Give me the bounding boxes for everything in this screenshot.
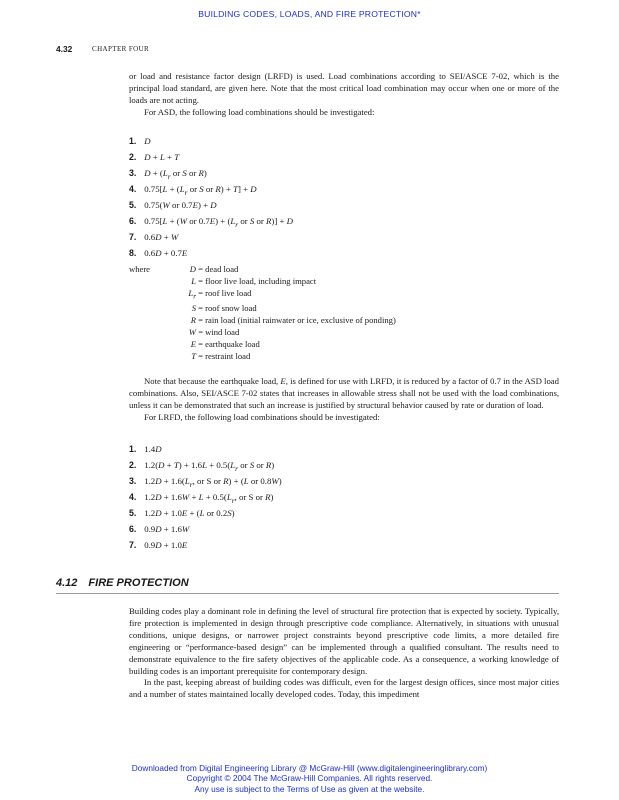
combination-formula: 0.9D + 1.0E xyxy=(142,540,188,550)
combination-formula: $1.2(D + T) + 1.6L + 0.5(L_r$ or S or R) xyxy=(142,460,275,473)
combination-number: 2. xyxy=(129,152,137,162)
fire-protection-paragraph-2: In the past, keeping abreast of building codes was difficult, even for the largest design offices, since most major cities and a number of states maintained locally developed codes. Today, this impediment xyxy=(129,677,559,700)
asd-combination-5 xyxy=(129,197,559,213)
combination-formula: 1.2D + 1.0E + (L or 0.2S) xyxy=(142,508,235,518)
definition-8 xyxy=(129,351,559,363)
combination-formula: D + L + T xyxy=(144,152,180,162)
definition-text: = rain load (initial rainwater or ice, exclusive of ponding) xyxy=(196,315,396,326)
definition-symbol: W xyxy=(188,327,196,338)
definition-text: = roof snow load xyxy=(196,303,257,314)
section-rule xyxy=(56,593,559,594)
lrfd-combination-6 xyxy=(129,521,559,537)
definition-text: = restraint load xyxy=(196,351,251,362)
earthquake-note-paragraph: Note that because the earthquake load, E, is defined for use with LRFD, it is reduced by a factor of 0.7 in the ASD load combinations. Also, SEI/ASCE 7-02 states that increases in allowable stress shall not be used with the load combinations, unless it can be demonstrated that such an increase is justified by structural behavior caused by rate or duration of load. xyxy=(129,376,559,410)
combination-number: 6. xyxy=(129,216,137,226)
definition-symbol: D xyxy=(189,264,196,274)
asd-combination-3 xyxy=(129,165,559,181)
combination-number: 1. xyxy=(129,136,137,146)
definition-text: = roof live load xyxy=(196,287,252,298)
combination-number: 5. xyxy=(129,508,137,518)
fire-protection-paragraph-1: Building codes play a dominant role in defining the level of structural fire protection that is expected by society. Typically, fire protection is implemented in design through prescriptive code compliance. Alternatively, in situations with unusual conditions, unique designs, or narrower project constraints beyond prescriptive code limits, a more detailed fire engineering or “performance-based design” can be implemented through a qualified consultant. The results need to demonstrate equivalence to the fire safety objectives of the applicable code. As a consequence, a working knowledge of building codes is an important prerequisite for contemporary design. xyxy=(129,606,559,676)
definition-symbol: L xyxy=(191,275,196,286)
chapter-label: CHAPTER FOUR xyxy=(92,45,150,53)
definition-1: where D = dead load xyxy=(129,264,239,274)
combination-formula: 0.6D + W xyxy=(142,232,179,242)
definition-text: = earthquake load xyxy=(196,339,260,350)
footer-copyright-line: Copyright © 2004 The McGraw-Hill Companies. All rights reserved. xyxy=(186,773,433,784)
combination-number: 2. xyxy=(129,460,137,470)
page-number: 4.32 xyxy=(56,44,73,54)
section-heading xyxy=(56,577,189,589)
lrfd-combination-3 xyxy=(129,473,559,489)
combination-number: 3. xyxy=(129,476,137,486)
asd-combination-1 xyxy=(129,133,559,149)
definition-text: = floor live load, including impact xyxy=(196,275,317,286)
intro-paragraph: or load and resistance factor design (LRFD) is used. Load combinations according to SEI/ASCE 7-02, which is the principal load standard, are given here. Note that the most critical load combination may occur when one or more of the loads are not acting. xyxy=(129,71,559,105)
definition-text: = dead load xyxy=(196,264,239,274)
combination-formula: 0.9D + 1.6W xyxy=(142,524,190,534)
fire-protection-text xyxy=(129,606,559,701)
asd-combination-8 xyxy=(129,245,559,261)
asd-combination-list xyxy=(129,133,559,261)
footer-terms-line[interactable]: Any use is subject to the Terms of Use as given at the website. xyxy=(194,783,425,794)
combination-number: 1. xyxy=(129,444,137,454)
combination-formula: 1.4D xyxy=(142,444,162,454)
combination-number: 4. xyxy=(129,184,137,194)
definition-4 xyxy=(129,303,559,315)
definition-text: = wind load xyxy=(196,327,240,338)
download-footer xyxy=(0,763,619,794)
combination-formula: 0.75(W or 0.7E) + D xyxy=(142,200,217,210)
running-title: BUILDING CODES, LOADS, AND FIRE PROTECTION* xyxy=(198,9,421,19)
footer-download-line[interactable]: Downloaded from Digital Engineering Library @ McGraw-Hill (www.digitalengineeringlibrary.com) xyxy=(131,763,488,773)
definition-symbol: T xyxy=(191,351,196,362)
asd-combination-6 xyxy=(129,213,559,229)
asd-combination-2 xyxy=(129,149,559,165)
combination-formula: $0.75[L + (L_r$ or S or R) + T] + D xyxy=(142,184,257,197)
lrfd-combination-2 xyxy=(129,457,559,473)
lrfd-combination-4 xyxy=(129,489,559,505)
lrfd-combination-5 xyxy=(129,505,559,521)
lrfd-intro-paragraph: For LRFD, the following load combinations should be investigated: xyxy=(144,411,380,422)
combination-formula: D xyxy=(144,136,151,146)
definition-symbol: E xyxy=(190,339,196,350)
combination-number: 6. xyxy=(129,524,137,534)
lrfd-combination-1 xyxy=(129,441,559,457)
combination-number: 8. xyxy=(129,248,137,258)
definition-symbol: S xyxy=(191,303,196,314)
combination-number: 7. xyxy=(129,540,137,550)
load-definitions xyxy=(129,264,559,363)
definition-symbol: R xyxy=(190,315,196,326)
combination-number: 7. xyxy=(129,232,137,242)
asd-combination-7 xyxy=(129,229,559,245)
combination-number: 3. xyxy=(129,168,137,178)
lrfd-combination-list xyxy=(129,441,559,553)
combination-formula: $D + (L_r$ or S or R) xyxy=(144,168,207,181)
combination-number: 5. xyxy=(129,200,137,210)
asd-combination-4 xyxy=(129,181,559,197)
definition-symbol: $L_r$ xyxy=(188,287,196,301)
asd-intro-paragraph: For ASD, the following load combinations should be investigated: xyxy=(144,106,375,117)
combination-number: 4. xyxy=(129,492,137,502)
combination-formula: 0.75[L + (W or $0.7E) + (L_r$ or S or R)] + D xyxy=(142,216,293,229)
middle-text xyxy=(129,376,559,424)
definition-6 xyxy=(129,327,559,339)
section-title: FIRE PROTECTION xyxy=(88,577,189,589)
definition-7 xyxy=(129,339,559,351)
definition-3 xyxy=(129,288,559,304)
definition-5 xyxy=(129,315,559,327)
intro-text xyxy=(129,71,559,119)
combination-formula: 0.6D + 0.7E xyxy=(142,248,188,258)
section-number: 4.12 xyxy=(56,577,78,589)
definition-2 xyxy=(129,276,559,288)
combination-formula: $1.2D + 1.6W + L + 0.5(L_r$, or S or R) xyxy=(142,492,274,505)
combination-formula: $1.2D + 1.6(L_r$, or S or R) + (L or 0.8W) xyxy=(142,476,282,489)
lrfd-combination-7 xyxy=(129,537,559,553)
